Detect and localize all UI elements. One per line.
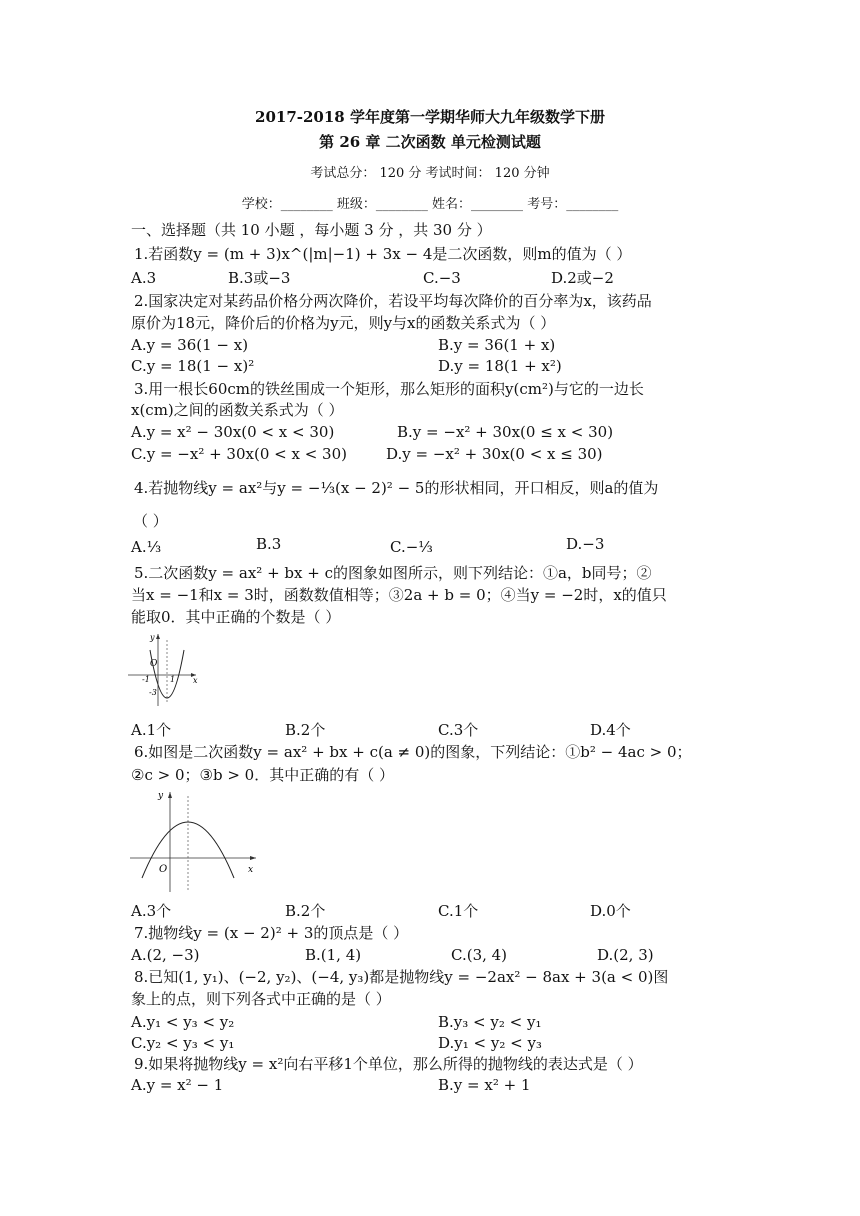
q2-option-d: D.y = 18(1 + x²) [438, 357, 562, 375]
q7-option-b: B.(1, 4) [305, 946, 362, 964]
q8-option-c: C.y₂ < y₃ < y₁ [131, 1034, 235, 1052]
q7-stem: 7.抛物线y = (x − 2)² + 3的顶点是（ ） [134, 924, 409, 942]
q6-origin-label: O [159, 864, 168, 875]
q8-option-a: A.y₁ < y₃ < y₂ [131, 1013, 235, 1031]
q6-option-d: D.0个 [590, 902, 631, 920]
q3-option-a: A.y = x² − 30x(0 < x < 30) [131, 423, 335, 441]
q6-y-arrow [168, 792, 172, 798]
q7-option-d: D.(2, 3) [597, 946, 654, 964]
q6-stem-line2: ②c > 0；③b > 0．其中正确的有（ ） [131, 766, 394, 784]
q2-option-c: C.y = 18(1 − x)² [131, 357, 255, 375]
q1-option-a: A.3 [131, 269, 157, 287]
q7-option-c: C.(3, 4) [451, 946, 508, 964]
q3-option-b: B.y = −x² + 30x(0 ≤ x < 30) [397, 423, 614, 441]
q9-option-b: B.y = x² + 1 [438, 1076, 531, 1094]
q4-stem-line2: （ ） [133, 512, 168, 530]
q5-x-label: x [193, 676, 198, 685]
q1-option-c: C.−3 [423, 269, 461, 287]
q4-option-c: C.−⅓ [390, 538, 433, 556]
q1-stem: 1.若函数y = (m + 3)x^(|m|−1) + 3x − 4是二次函数，则m的值为（ ） [134, 245, 632, 263]
q5-label-1: 1 [170, 675, 176, 684]
q8-option-b: B.y₃ < y₂ < y₁ [438, 1013, 542, 1031]
q5-stem-line2: 当x = −1和x = 3时，函数数值相等；③2a + b = 0；④当y = −2时，x的值只 [131, 586, 667, 604]
q5-option-d: D.4个 [590, 721, 631, 739]
q6-x-arrow [250, 856, 256, 860]
q5-label-neg3: -3 [149, 688, 157, 697]
q3-stem-line2: x(cm)之间的函数关系式为（ ） [131, 401, 344, 419]
q5-y-arrow [156, 634, 160, 639]
q5-parabola-figure [126, 630, 206, 710]
q7-option-a: A.(2, −3) [131, 946, 200, 964]
q8-stem-line1: 8.已知(1, y₁)、(−2, y₂)、(−4, y₃)都是抛物线y = −2ax² − 8ax + 3(a < 0)图 [134, 968, 669, 986]
q5-option-c: C.3个 [438, 721, 479, 739]
section-heading: 一、选择题（共 10 小题 ，每小题 3 分 ，共 30 分 ） [131, 221, 492, 239]
q2-option-b: B.y = 36(1 + x) [438, 336, 556, 354]
q5-option-b: B.2个 [285, 721, 326, 739]
exam-info: 考试总分： 120 分 考试时间： 120 分钟 [310, 166, 550, 181]
q5-y-label: y [150, 633, 155, 642]
q3-option-d: D.y = −x² + 30x(0 < x ≤ 30) [386, 445, 603, 463]
q2-stem-line1: 2.国家决定对某药品价格分两次降价，若设平均每次降价的百分率为x，该药品 [134, 292, 652, 310]
q1-option-d: D.2或−2 [551, 269, 614, 287]
q6-x-label: x [248, 865, 254, 875]
q5-option-a: A.1个 [131, 721, 172, 739]
q6-option-b: B.2个 [285, 902, 326, 920]
q6-option-a: A.3个 [131, 902, 172, 920]
q3-stem-line1: 3.用一根长60cm的铁丝围成一个矩形，那么矩形的面积y(cm²)与它的一边长 [134, 380, 644, 398]
q9-option-a: A.y = x² − 1 [131, 1076, 224, 1094]
q6-stem-line1: 6.如图是二次函数y = ax² + bx + c(a ≠ 0)的图象，下列结论：①b² − 4ac > 0； [134, 743, 692, 761]
q4-option-a: A.⅓ [131, 538, 162, 556]
q8-option-d: D.y₁ < y₂ < y₃ [438, 1034, 542, 1052]
exam-title: 2017-2018 学年度第一学期华师大九年级数学下册 [255, 108, 605, 126]
q2-option-a: A.y = 36(1 − x) [131, 336, 249, 354]
student-info-fields: 学校：________ 班级：________ 姓名：________ 考号：________ [241, 197, 619, 212]
q1-option-b: B.3或−3 [228, 269, 291, 287]
q4-stem-line1: 4.若抛物线y = ax²与y = −⅓(x − 2)² − 5的形状相同，开口相反，则a的值为 [134, 479, 659, 497]
q5-stem-line3: 能取0．其中正确的个数是（ ） [131, 608, 341, 626]
q3-option-c: C.y = −x² + 30x(0 < x < 30) [131, 445, 347, 463]
q6-option-c: C.1个 [438, 902, 479, 920]
q5-stem-line1: 5.二次函数y = ax² + bx + c的图象如图所示，则下列结论：①a，b同号；② [134, 564, 652, 582]
q6-parabola-figure [126, 786, 260, 894]
q6-y-label: y [158, 791, 164, 801]
chapter-title: 第 26 章 二次函数 单元检测试题 [319, 133, 541, 151]
q2-stem-line2: 原价为18元，降价后的价格为y元，则y与x的函数关系式为（ ） [131, 314, 556, 332]
q9-stem: 9.如果将抛物线y = x²向右平移1个单位，那么所得的抛物线的表达式是（ ） [134, 1055, 643, 1073]
q5-origin-label: O [150, 659, 158, 669]
q4-option-d: D.−3 [566, 535, 605, 553]
q4-option-b: B.3 [256, 535, 282, 553]
q8-stem-line2: 象上的点，则下列各式中正确的是（ ） [131, 990, 391, 1008]
q5-label-neg1: -1 [142, 675, 150, 684]
